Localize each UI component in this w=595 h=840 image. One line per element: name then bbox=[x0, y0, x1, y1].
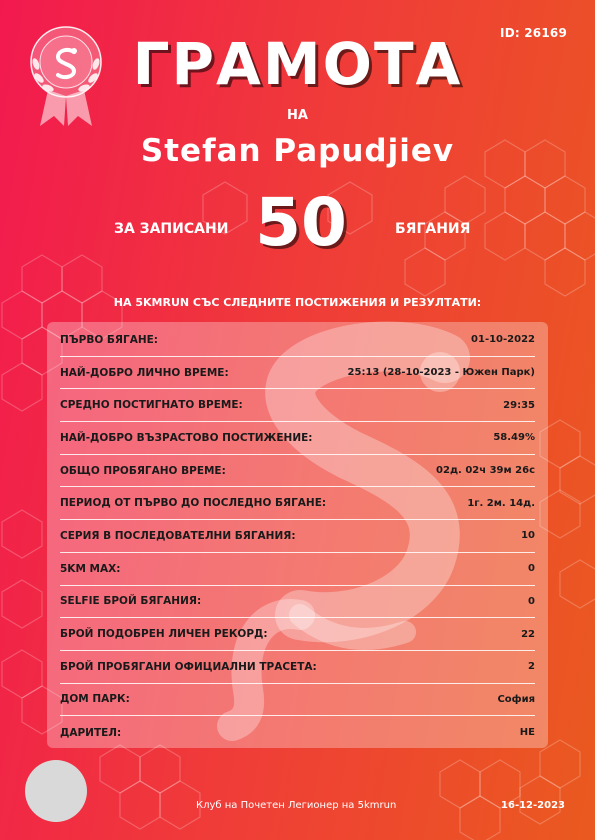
stat-row bbox=[60, 618, 535, 651]
stat-value: 10 bbox=[521, 530, 535, 542]
runs-label: БЯГАНИЯ bbox=[395, 221, 471, 237]
stat-row bbox=[60, 716, 535, 749]
stat-row bbox=[60, 357, 535, 390]
stat-row bbox=[60, 422, 535, 455]
stat-label: СРЕДНО ПОСТИГНАТО ВРЕМЕ: bbox=[60, 399, 243, 412]
stat-value: 22 bbox=[521, 628, 535, 640]
stat-label: 5KM MAX: bbox=[60, 562, 121, 575]
stat-label: НАЙ-ДОБРО ВЪЗРАСТОВО ПОСТИЖЕНИЕ: bbox=[60, 431, 313, 444]
stat-label: БРОЙ ПРОБЯГАНИ ОФИЦИАЛНИ ТРАСЕТА: bbox=[60, 660, 317, 673]
to-word: НА bbox=[287, 108, 308, 123]
stat-value: София bbox=[497, 693, 535, 705]
stat-label: НАЙ-ДОБРО ЛИЧНО ВРЕМЕ: bbox=[60, 366, 229, 379]
certificate-title: ГРАМОТА bbox=[132, 30, 463, 98]
stat-row bbox=[60, 487, 535, 520]
stat-row bbox=[60, 651, 535, 684]
footer-date: 16-12-2023 bbox=[501, 800, 565, 811]
stat-value: 25:13 (28-10-2023 - Южен Парк) bbox=[347, 367, 535, 379]
stat-row bbox=[60, 684, 535, 717]
stat-row bbox=[60, 586, 535, 619]
stat-value: 0 bbox=[528, 563, 535, 575]
stat-value: 29:35 bbox=[503, 399, 535, 411]
stat-label: БРОЙ ПОДОБРЕН ЛИЧЕН РЕКОРД: bbox=[60, 628, 268, 641]
stat-label: SELFIE БРОЙ БЯГАНИЯ: bbox=[60, 595, 202, 608]
recorded-label: ЗА ЗАПИСАНИ bbox=[114, 221, 229, 237]
stat-value: 2 bbox=[528, 661, 535, 673]
stat-value: 58.49% bbox=[493, 432, 535, 444]
runs-count: 50 bbox=[255, 184, 347, 261]
avatar bbox=[25, 760, 87, 822]
footer-club-name: Клуб на Почетен Легионер на 5kmrun bbox=[196, 800, 397, 811]
stats-table bbox=[47, 322, 548, 748]
stat-label: ПЕРИОД ОТ ПЪРВО ДО ПОСЛЕДНО БЯГАНЕ: bbox=[60, 497, 327, 510]
stat-label: ДАРИТЕЛ: bbox=[60, 726, 122, 739]
stat-label: ДОМ ПАРК: bbox=[60, 693, 130, 706]
achievements-subtitle: НА 5KMRUN СЪС СЛЕДНИТЕ ПОСТИЖЕНИЯ И РЕЗУЛТАТИ: bbox=[113, 296, 482, 309]
stat-row bbox=[60, 324, 535, 357]
stat-value: 1г. 2м. 14д. bbox=[467, 497, 535, 509]
stat-row bbox=[60, 455, 535, 488]
stat-row bbox=[60, 553, 535, 586]
stat-value: 02д. 02ч 39м 26с bbox=[436, 465, 535, 477]
stat-value: 01-10-2022 bbox=[471, 334, 535, 346]
recipient-name: Stefan Papudjiev bbox=[140, 133, 455, 169]
stat-value: 0 bbox=[528, 595, 535, 607]
stat-label: СЕРИЯ В ПОСЛЕДОВАТЕЛНИ БЯГАНИЯ: bbox=[60, 529, 296, 542]
stat-value: НЕ bbox=[519, 727, 535, 739]
stat-label: ОБЩО ПРОБЯГАНО ВРЕМЕ: bbox=[60, 464, 226, 477]
stat-row bbox=[60, 389, 535, 422]
stat-row bbox=[60, 520, 535, 553]
certificate-id: ID: 26169 bbox=[500, 26, 567, 40]
stat-label: ПЪРВО БЯГАНЕ: bbox=[60, 333, 158, 346]
